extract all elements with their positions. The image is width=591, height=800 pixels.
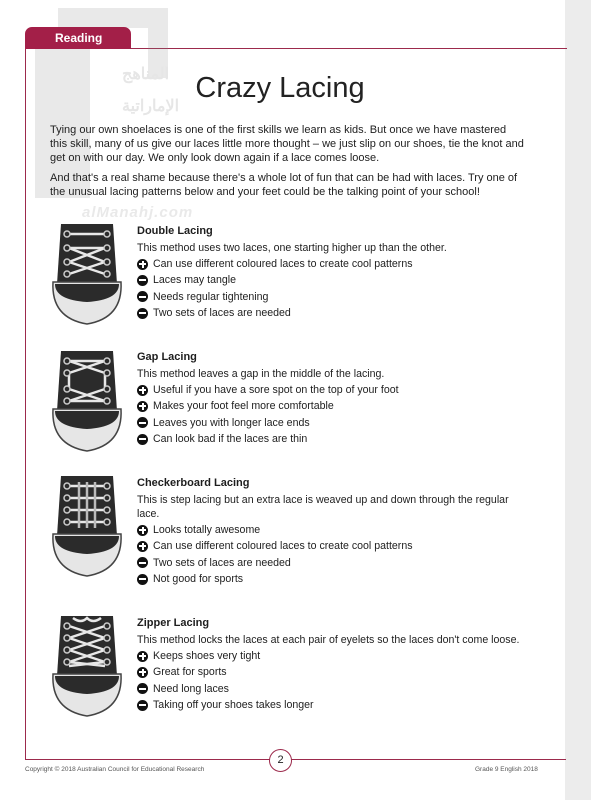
page-number: 2 <box>269 749 292 772</box>
plus-circle-icon <box>137 385 148 396</box>
list-item <box>137 431 532 447</box>
footer-grade: Grade 9 English 2018 <box>475 766 538 773</box>
viewer-side-strip <box>565 0 591 800</box>
item-text: Needs regular tightening <box>153 290 269 303</box>
section-description: This method uses two laces, one starting higher up than the other. <box>137 242 447 254</box>
section-checkerboard-lacing <box>137 476 532 587</box>
minus-circle-icon <box>137 434 148 445</box>
list-item <box>137 415 532 431</box>
plus-circle-icon <box>137 401 148 412</box>
section-zipper-lacing <box>137 616 532 713</box>
minus-circle-icon <box>137 291 148 302</box>
item-text: Useful if you have a sore spot on the top of your foot <box>153 384 399 396</box>
section-heading: Zipper Lacing <box>137 617 210 629</box>
section-heading: Double Lacing <box>137 225 213 237</box>
minus-circle-icon <box>137 308 148 319</box>
item-text: Two sets of laces are needed <box>153 306 291 319</box>
list-item <box>137 305 532 321</box>
gap-lacing-shoe-icon <box>47 349 127 454</box>
reading-tab: Reading <box>25 27 131 49</box>
item-text: Can use different coloured laces to create cool patterns <box>153 258 413 270</box>
section-heading: Gap Lacing <box>137 351 197 363</box>
item-text: Can look bad if the laces are thin <box>153 432 308 445</box>
plus-circle-icon <box>137 259 148 270</box>
zipper-lacing-shoe-icon <box>47 614 127 719</box>
list-item <box>137 697 532 713</box>
plus-circle-icon <box>137 667 148 678</box>
section-description: This method leaves a gap in the middle of the lacing. <box>137 368 385 380</box>
item-text: Keeps shoes very tight <box>153 650 261 662</box>
footer-copyright: Copyright © 2018 Australian Council for Educational Research <box>25 766 205 773</box>
list-item <box>137 648 532 664</box>
minus-circle-icon <box>137 417 148 428</box>
item-text: Leaves you with longer lace ends <box>153 416 310 429</box>
checkerboard-lacing-shoe-icon <box>47 474 127 579</box>
section-description: This method locks the laces at each pair of eyelets so the laces don't come loose. <box>137 634 520 646</box>
list-item <box>137 272 532 288</box>
section-double-lacing <box>137 224 532 321</box>
item-text: Taking off your shoes takes longer <box>153 698 314 711</box>
list-item <box>137 522 532 538</box>
section-heading: Checkerboard Lacing <box>137 477 250 489</box>
item-text: Not good for sports <box>153 572 244 585</box>
list-item <box>137 289 532 305</box>
double-lacing-shoe-icon <box>47 222 127 327</box>
watermark-text-2: الإماراتية <box>122 98 180 115</box>
intro-paragraph-2: And that's a real shame because there's a whole lot of fun that can be had with laces. Try one of the unusual lacing patterns below and your feet could be the talking point of your school! <box>50 171 518 198</box>
watermark-url: alManahj.com <box>82 204 194 221</box>
minus-circle-icon <box>137 700 148 711</box>
section-description: This is step lacing but an extra lace is weaved up and down through the regular lace. <box>137 494 509 520</box>
item-text: Laces may tangle <box>153 274 237 287</box>
plus-circle-icon <box>137 651 148 662</box>
list-item <box>137 382 532 398</box>
intro-paragraph-1: Tying our own shoelaces is one of the first skills we learn as kids. But once we have mastered this skill, many of us give our laces little more thought – we just slip on our shoes, tie the knot and get on with our day. We only look down again if a lace comes loose. <box>50 124 524 165</box>
item-text: Makes your foot feel more comfortable <box>153 400 334 413</box>
item-text: Can use different coloured laces to create cool patterns <box>153 540 413 553</box>
list-item <box>137 681 532 697</box>
intro <box>50 123 525 204</box>
minus-circle-icon <box>137 557 148 568</box>
item-text: Need long laces <box>153 682 229 695</box>
list-item <box>137 555 532 571</box>
item-text: Great for sports <box>153 666 227 679</box>
plus-circle-icon <box>137 525 148 536</box>
list-item <box>137 571 532 587</box>
minus-circle-icon <box>137 275 148 286</box>
plus-circle-icon <box>137 541 148 552</box>
section-gap-lacing <box>137 350 532 447</box>
list-item <box>137 256 532 272</box>
item-text: Looks totally awesome <box>153 524 261 536</box>
minus-circle-icon <box>137 574 148 585</box>
page-title: Crazy Lacing <box>195 72 365 104</box>
minus-circle-icon <box>137 683 148 694</box>
watermark-text-1: المناهج <box>122 66 170 83</box>
item-text: Two sets of laces are needed <box>153 556 291 569</box>
list-item <box>137 538 532 554</box>
list-item <box>137 664 532 680</box>
list-item <box>137 398 532 414</box>
page-bottom-rule <box>25 759 566 760</box>
